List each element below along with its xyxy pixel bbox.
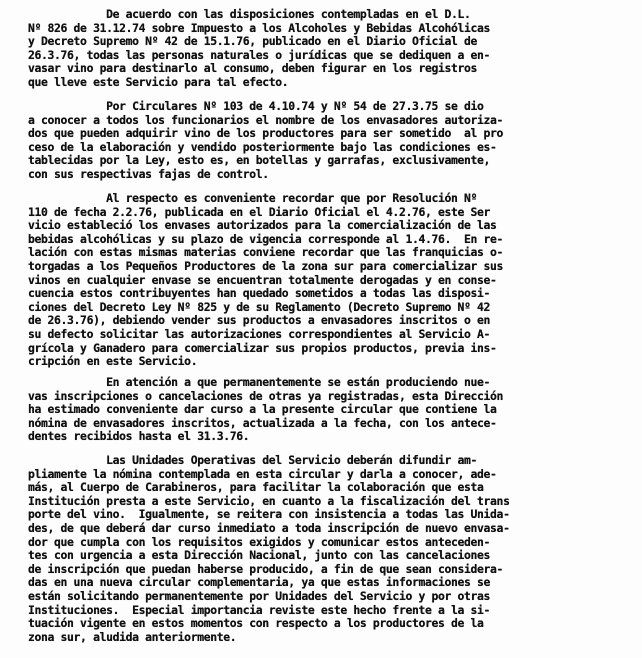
text-line: Las Unidades Operativas del Servicio deberán difundir am- — [28, 453, 478, 467]
paragraph-circulares — [28, 100, 628, 182]
text-line: dentes recibidos hasta el 31.3.76. — [28, 429, 250, 444]
text-line: que lleve este Servicio para tal efecto. — [28, 74, 289, 89]
text-line: con sus respectivas fajas de control. — [28, 166, 269, 181]
text-line: y Decreto Supremo Nº 42 de 15.1.76, publicado en el Diario Oficial de — [28, 34, 478, 49]
text-line: ha estimado conveniente dar curso a la presente circular que contiene la — [28, 402, 497, 417]
text-line: torgadas a los Pequeños Productores de la zona sur para comercializar sus — [28, 258, 504, 273]
text-line: tuación vigente en estos momentos con respecto a los productores de la — [28, 616, 484, 631]
text-line: Institución presta a este Servicio, en cuanto a la fiscalización del trans — [28, 493, 510, 508]
text-line: de 26.3.76), debiendo vender sus productos a envasadores inscritos o en — [28, 313, 491, 328]
text-line: de inscripción que puedan haberse producido, a fin de que sean considera- — [28, 561, 504, 576]
text-line: vinos en cualquier envase se encuentran totalmente derogadas y en conse- — [28, 272, 497, 287]
text-line: vasar vino para destinarlo al consumo, deben figurar en los registros — [28, 61, 478, 76]
text-line: cuencia estos contribuyentes han quedado sometidos a todas las disposi- — [28, 286, 491, 301]
text-line: porte del vino. Igualmente, se reitera con insistencia a todas las Unida- — [28, 507, 510, 522]
text-line: vas inscripciones o cancelaciones de otras ya registradas, esta Dirección — [28, 388, 504, 403]
text-line: su defecto solicitar las autorizaciones correspondientes al Servicio A- — [28, 326, 491, 341]
text-line: cripción en este Servicio. — [28, 354, 198, 369]
text-line: dos que pueden adquirir vino de los productores para ser sometido al pro — [28, 126, 504, 141]
text-line: das en una nueva circular complementaria, ya que estas informaciones se — [28, 575, 491, 590]
text-line: Nº 826 de 31.12.74 sobre Impuesto a los Alcoholes y Bebidas Alcohólicas — [28, 20, 491, 35]
paragraph-envasadores-registro — [28, 8, 628, 90]
text-line: 26.3.76, todas las personas naturales o jurídicas que se dediquen a en- — [28, 47, 491, 62]
text-line: Instituciones. Especial importancia reviste este hecho frente a la si- — [28, 602, 491, 617]
text-line: zona sur, aludida anteriormente. — [28, 629, 237, 644]
paragraph-nuevas-inscripciones — [28, 376, 628, 444]
text-line: De acuerdo con las disposiciones contempladas en el D.L. — [28, 7, 471, 21]
text-line: dor que cumpla con los requisitos exigidos y comunicar estos anteceden- — [28, 534, 491, 549]
paragraph-unidades-operativas — [28, 454, 628, 644]
text-line: grícola y Ganadero para comercializar sus propios productos, previa ins- — [28, 340, 497, 355]
text-line: lación con estas mismas materias conviene recordar que las franquicias o- — [28, 245, 504, 260]
text-line: más, al Cuerpo de Carabineros, para facilitar la colaboración que esta — [28, 480, 484, 495]
text-line: tablecidas por la Ley, esto es, en botellas y garrafas, exclusivamente, — [28, 153, 491, 168]
text-line: vicio estableció los envases autorizados para la comercialización de las — [28, 218, 497, 233]
text-line: Por Circulares Nº 103 de 4.10.74 y Nº 54 de 27.3.75 se dio — [28, 99, 484, 113]
text-line: nómina de envasadores inscritos, actualizada a la fecha, con los antece- — [28, 415, 497, 430]
text-line: ceso de la elaboración y vendido posteriormente bajo las condiciones es- — [28, 139, 497, 154]
text-line: a conocer a todos los funcionarios el nombre de los envasadores autoriza- — [28, 112, 504, 127]
text-line: 110 de fecha 2.2.76, publicada en el Diario Oficial el 4.2.76, este Ser — [28, 204, 491, 219]
text-line: En atención a que permanentemente se están produciendo nue- — [28, 375, 491, 389]
text-line: des, de que deberá dar curso inmediato a toda inscripción de nuevo envasa- — [28, 520, 510, 535]
text-line: pliamente la nómina contemplada en esta circular y darla a conocer, ade- — [28, 466, 497, 481]
text-line: están solicitando permanentemente por Unidades del Servicio y por otras — [28, 588, 491, 603]
text-line: Al respecto es conveniente recordar que por Resolución Nº — [28, 191, 478, 205]
text-line: ciones del Decreto Ley Nº 825 y de su Reglamento (Decreto Supremo Nº 42 — [28, 299, 491, 314]
paragraph-resolucion — [28, 192, 628, 369]
text-line: bebidas alcohólicas y su plazo de vigencia corresponde al 1.4.76. En re- — [28, 231, 504, 246]
text-line: tes con urgencia a esta Dirección Nacional, junto con las cancelaciones — [28, 548, 491, 563]
